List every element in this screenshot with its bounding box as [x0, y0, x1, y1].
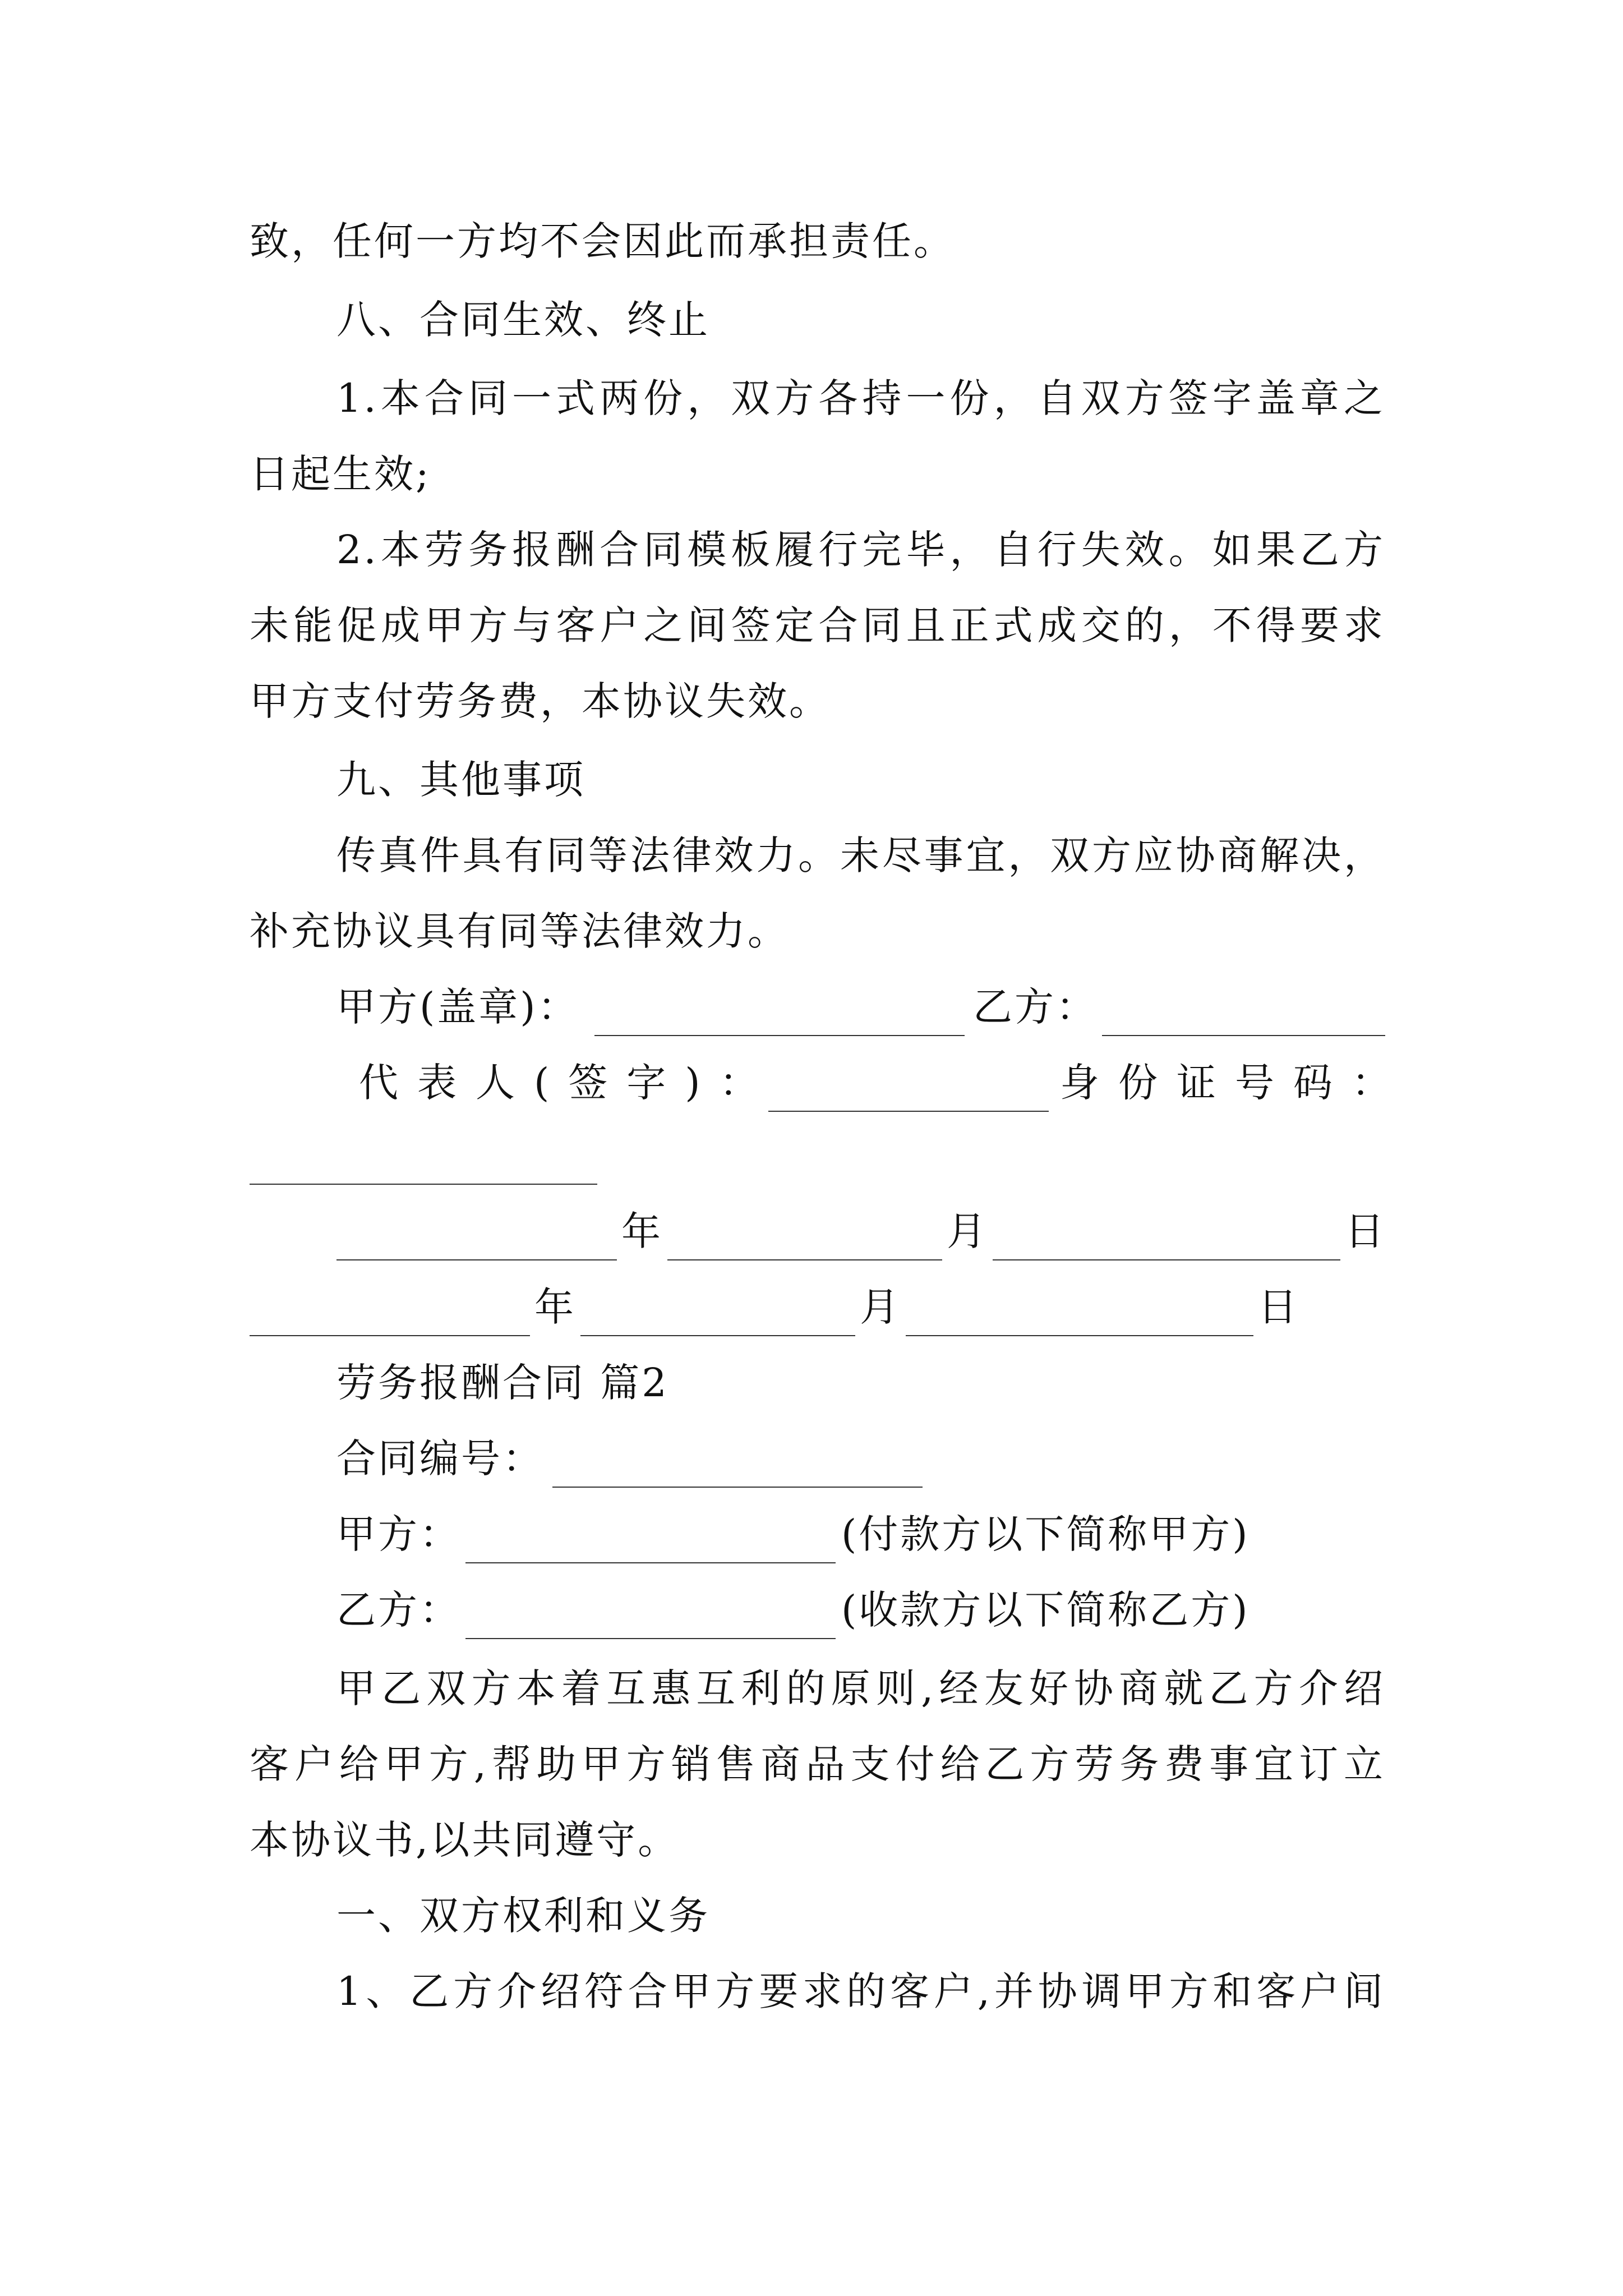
party-a-blank[interactable] — [465, 1527, 836, 1563]
text-line: 传真件具有同等法律效力。未尽事宜，双方应协商解决， — [336, 832, 1385, 878]
month-blank[interactable] — [667, 1225, 942, 1260]
day-blank[interactable] — [906, 1300, 1253, 1336]
contract-title: 劳务报酬合同 篇2 — [336, 1360, 669, 1406]
party-b-label: 乙方： — [336, 1587, 461, 1633]
text-line: 未能促成甲方与客户之间签定合同且正式成交的，不得要求 — [250, 602, 1385, 648]
contract-number-blank[interactable] — [552, 1452, 923, 1488]
year-blank[interactable] — [336, 1225, 617, 1260]
party-b-note: (收款方以下简称乙方) — [841, 1587, 1250, 1633]
signature-party-b-label: 乙方： — [973, 984, 1098, 1030]
party-b-blank[interactable] — [1102, 1000, 1385, 1036]
text-line: 1.本合同一式两份，双方各持一份，自双方签字盖章之 — [336, 375, 1385, 421]
year-blank[interactable] — [250, 1300, 530, 1336]
day-label: 日 — [1258, 1284, 1299, 1330]
section-heading: 一、双方权利和义务 — [336, 1893, 710, 1939]
text-line: 甲方支付劳务费，本协议失效。 — [250, 678, 831, 724]
month-blank[interactable] — [580, 1300, 855, 1336]
section-heading: 九、其他事项 — [336, 757, 585, 803]
party-a-label: 甲方： — [336, 1511, 461, 1557]
text-line: 本协议书,以共同遵守。 — [250, 1817, 680, 1863]
text-line: 致，任何一方均不会因此而承担责任。 — [250, 218, 955, 264]
year-label: 年 — [621, 1208, 663, 1254]
signature-party-a-label: 甲方(盖章)： — [336, 984, 579, 1030]
party-a-note: (付款方以下简称甲方) — [841, 1511, 1250, 1557]
year-label: 年 — [534, 1284, 576, 1330]
month-label: 月 — [860, 1284, 901, 1330]
text-line: 2.本劳务报酬合同模板履行完毕，自行失效。如果乙方 — [336, 527, 1385, 573]
id-number-blank[interactable] — [250, 1149, 597, 1185]
section-heading: 八、合同生效、终止 — [336, 297, 710, 343]
text-line: 日起生效; — [250, 451, 431, 497]
text-line: 客户给甲方,帮助甲方销售商品支付给乙方劳务费事宜订立 — [250, 1741, 1385, 1787]
party-a-seal-blank[interactable] — [594, 1000, 965, 1036]
day-label: 日 — [1345, 1208, 1386, 1254]
text-line: 1、乙方介绍符合甲方要求的客户,并协调甲方和客户间 — [336, 1968, 1385, 2014]
day-blank[interactable] — [993, 1225, 1340, 1260]
text-line: 甲乙双方本着互惠互利的原则,经友好协商就乙方介绍 — [336, 1665, 1385, 1711]
representative-label: 代表人(签字)： — [359, 1060, 778, 1106]
month-label: 月 — [947, 1208, 988, 1254]
id-number-label: 身份证号码： — [1060, 1060, 1410, 1106]
representative-signature-blank[interactable] — [768, 1076, 1049, 1112]
text-line: 补充协议具有同等法律效力。 — [250, 908, 789, 954]
party-b-blank[interactable] — [465, 1603, 836, 1639]
contract-number-label: 合同编号： — [336, 1435, 544, 1481]
